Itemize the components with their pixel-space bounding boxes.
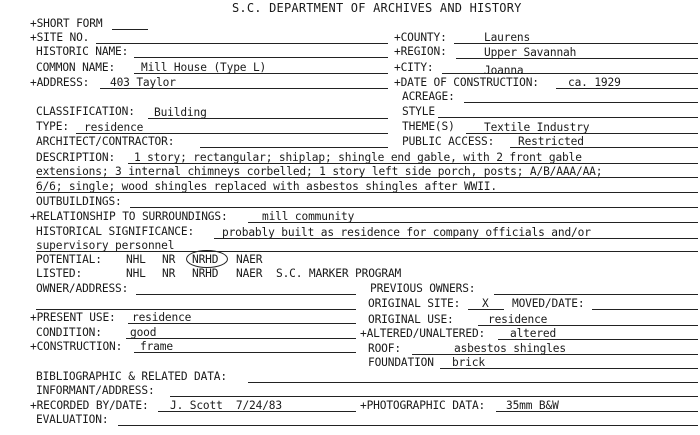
city-value: Joanna: [484, 64, 524, 77]
theme-label: THEME(S): [402, 120, 455, 133]
foundation-line: [440, 368, 698, 369]
address-line: [100, 88, 388, 89]
listed-nrhd: NRHD: [192, 267, 219, 280]
public-access-label: PUBLIC ACCESS:: [402, 135, 495, 148]
relationship-line: [248, 222, 698, 223]
common-name-line: [134, 73, 388, 74]
bibliographic-label: BIBLIOGRAPHIC & RELATED DATA:: [36, 370, 227, 383]
significance-rule-2: [36, 251, 698, 252]
potential-nrhd: NRHD: [192, 253, 219, 266]
short-form-line: [112, 29, 148, 30]
type-label: TYPE:: [36, 120, 69, 133]
common-name-value: Mill House (Type L): [141, 61, 267, 74]
foundation-value: brick: [452, 356, 485, 369]
listed-nhl: NHL: [126, 267, 146, 280]
style-line: [438, 117, 698, 118]
present-use-line: [128, 323, 356, 324]
classification-label: CLASSIFICATION:: [36, 105, 135, 118]
recorded-by-label: +RECORDED BY/DATE:: [30, 399, 149, 412]
original-site-line: [468, 309, 504, 310]
common-name-label: COMMON NAME:: [36, 61, 116, 74]
region-value: Upper Savannah: [484, 46, 577, 59]
informant-line: [170, 396, 698, 397]
public-access-line: [510, 147, 698, 148]
owner-address-line-2: [36, 309, 356, 310]
site-no-line: [96, 43, 388, 44]
condition-line: [126, 338, 356, 339]
altered-line: [498, 339, 698, 340]
classification-line: [148, 118, 388, 119]
description-rule-2: [36, 177, 698, 178]
listed-nr: NR: [162, 267, 176, 280]
photographic-value: 35mm B&W: [506, 399, 559, 412]
type-line: [76, 133, 388, 134]
previous-owners-label: PREVIOUS OWNERS:: [370, 282, 476, 295]
relationship-label: +RELATIONSHIP TO SURROUNDINGS:: [30, 210, 228, 223]
style-label: STYLE: [402, 105, 435, 118]
outbuildings-line: [130, 207, 698, 208]
historic-name-line: [134, 57, 388, 58]
city-label: +CITY:: [394, 61, 434, 74]
county-label: +COUNTY:: [394, 31, 447, 44]
acreage-label: ACREAGE:: [402, 90, 455, 103]
region-line: [456, 58, 698, 59]
listed-sc-marker: S.C. MARKER PROGRAM: [276, 267, 402, 280]
present-use-label: +PRESENT USE:: [30, 311, 116, 324]
foundation-label: FOUNDATION: [368, 356, 434, 369]
outbuildings-label: OUTBUILDINGS:: [36, 195, 122, 208]
owner-address-label: OWNER/ADDRESS:: [36, 282, 129, 295]
architect-line: [200, 147, 388, 148]
altered-value: altered: [510, 327, 557, 340]
construction-value: frame: [140, 340, 173, 353]
description-line-1: 1 story; rectangular; shiplap; shingle end gable, with 2 front gable: [134, 151, 582, 164]
construction-label: +CONSTRUCTION:: [30, 340, 123, 353]
original-use-value: residence: [488, 313, 548, 326]
form-header: S.C. DEPARTMENT OF ARCHIVES AND HISTORY: [232, 1, 522, 15]
condition-label: CONDITION:: [36, 326, 102, 339]
historic-name-label: HISTORIC NAME:: [36, 45, 129, 58]
moved-date-label: MOVED/DATE:: [512, 297, 585, 310]
classification-value: Building: [154, 106, 207, 119]
photographic-line: [496, 411, 698, 412]
city-line: [442, 73, 698, 74]
description-line-3: 6/6; single; wood shingles replaced with asbestos shingles after WWII.: [36, 180, 497, 193]
recorded-by-value: J. Scott 7/24/83: [170, 399, 282, 412]
county-line: [454, 43, 698, 44]
theme-value: Textile Industry: [484, 121, 590, 134]
condition-value: good: [130, 326, 157, 339]
county-value: Laurens: [484, 31, 531, 44]
address-label: +ADDRESS:: [30, 76, 90, 89]
theme-line: [466, 133, 698, 134]
construction-line: [134, 352, 356, 353]
date-of-construction-label: +DATE OF CONSTRUCTION:: [394, 76, 539, 89]
present-use-value: residence: [132, 311, 192, 324]
description-label: DESCRIPTION:: [36, 151, 116, 164]
date-of-construction-value: ca. 1929: [568, 76, 621, 89]
original-site-label: ORIGINAL SITE:: [368, 297, 461, 310]
roof-value: asbestos shingles: [454, 342, 566, 355]
acreage-line: [464, 102, 698, 103]
previous-owners-line: [494, 294, 698, 295]
roof-label: ROOF:: [368, 342, 401, 355]
public-access-value: Restricted: [518, 135, 584, 148]
nrhd-circle-mark: [186, 250, 228, 268]
recorded-by-line: [158, 411, 356, 412]
relationship-value: mill community: [262, 210, 355, 223]
address-value: 403 Taylor: [110, 76, 176, 89]
description-rule-3: [36, 192, 698, 193]
significance-line-2: supervisory personnel: [36, 239, 175, 252]
potential-naer: NAER: [236, 253, 263, 266]
significance-line-1: probably built as residence for company officials and/or: [222, 226, 591, 239]
site-no-label: +SITE NO.: [30, 31, 90, 44]
description-line-2: extensions; 3 internal chimneys corbelled; 1 story left side porch, posts; A/B/AAA/AA;: [36, 165, 603, 178]
evaluation-line: [118, 425, 698, 426]
original-use-label: ORIGINAL USE:: [368, 313, 454, 326]
bibliographic-line: [248, 382, 698, 383]
listed-naer: NAER: [236, 267, 263, 280]
potential-label: POTENTIAL:: [36, 253, 102, 266]
altered-label: +ALTERED/UNALTERED:: [360, 327, 486, 340]
date-of-construction-line: [556, 88, 698, 89]
roof-line: [412, 354, 698, 355]
informant-label: INFORMANT/ADDRESS:: [36, 384, 155, 397]
region-label: +REGION:: [394, 45, 447, 58]
photographic-label: +PHOTOGRAPHIC DATA:: [360, 399, 486, 412]
original-site-value: X: [482, 297, 489, 310]
potential-nr: NR: [162, 253, 176, 266]
significance-label: HISTORICAL SIGNIFICANCE:: [36, 225, 195, 238]
potential-nhl: NHL: [126, 253, 146, 266]
type-value: residence: [84, 121, 144, 134]
significance-rule-1: [214, 238, 698, 239]
original-use-line: [478, 325, 698, 326]
listed-label: LISTED:: [36, 267, 83, 280]
architect-label: ARCHITECT/CONTRACTOR:: [36, 135, 175, 148]
description-rule-1: [128, 163, 698, 164]
owner-address-line: [136, 294, 356, 295]
moved-date-line: [592, 309, 698, 310]
short-form-label: +SHORT FORM: [30, 17, 103, 30]
evaluation-label: EVALUATION:: [36, 413, 109, 426]
